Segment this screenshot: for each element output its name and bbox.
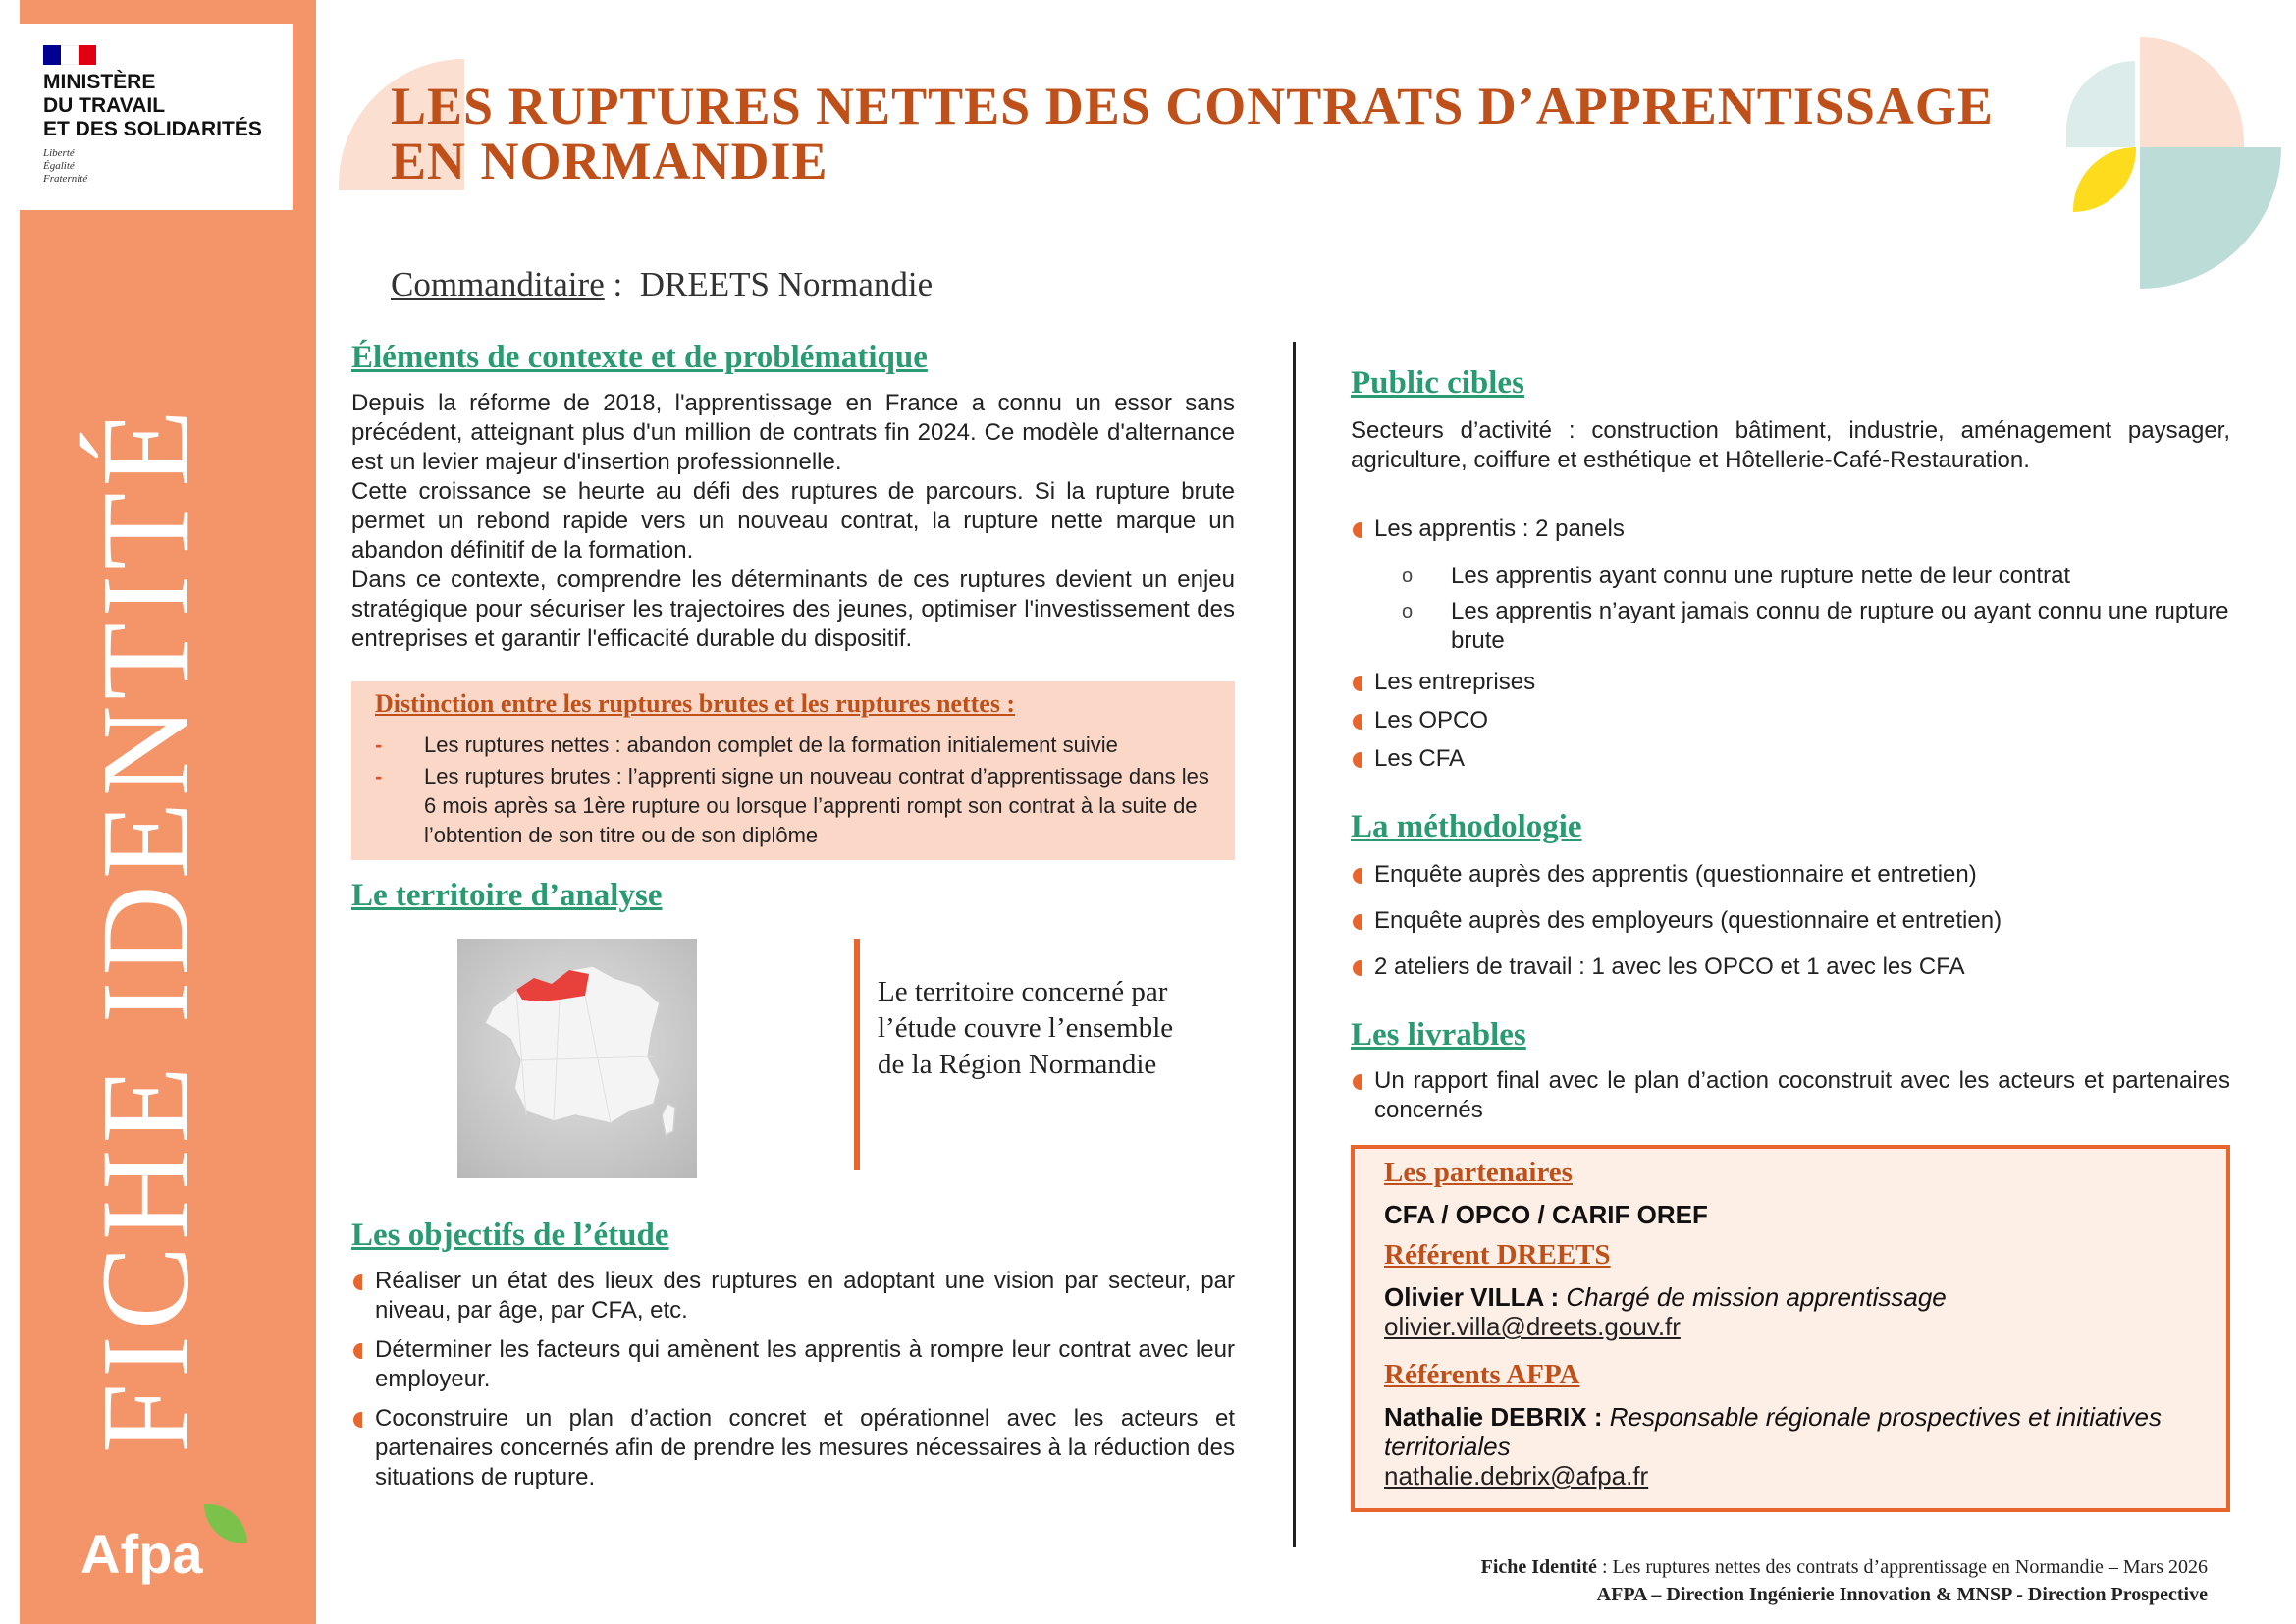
dreets-role: Chargé de mission apprentissage: [1566, 1282, 1947, 1312]
france-map-image: [457, 939, 697, 1178]
ministry-name: MINISTÈRE DU TRAVAIL ET DES SOLIDARITÉS: [43, 71, 262, 140]
list-item: Un rapport final avec le plan d’action coconstruit avec les acteurs et partenaires concernés: [1351, 1066, 2230, 1125]
list-item: Enquête auprès des apprentis (questionnaire et entretien): [1351, 860, 2230, 890]
footer-line2: AFPA – Direction Ingénierie Innovation & MNSP - Direction Prospective: [1596, 1584, 2208, 1605]
public-intro: Secteurs d’activité : construction bâtiment, industrie, aménagement paysager, agriculture, coiffure et esthétique et Hôtellerie-Café-Restauration.: [1351, 417, 2230, 473]
list-item: Déterminer les facteurs qui amènent les apprentis à rompre leur contrat avec leur employeur.: [351, 1335, 1235, 1394]
footer-line1: : Les ruptures nettes des contrats d’apprentissage en Normandie – Mars 2026: [1596, 1556, 2208, 1578]
list-item: Réaliser un état des lieux des ruptures en adoptant une vision par secteur, par niveau, par âge, par CFA, etc.: [351, 1267, 1235, 1326]
list-item: 2 ateliers de travail : 1 avec les OPCO et 1 avec les CFA: [1351, 952, 2230, 982]
afpa-logo: Afpa: [80, 1523, 203, 1585]
livrables-list: [1351, 1066, 2230, 1125]
list-item: Les entreprises: [1351, 668, 2230, 697]
public-heading: Public cibles: [1351, 365, 1524, 401]
objectifs-list: [351, 1267, 1235, 1492]
list-item: Enquête auprès des employeurs (questionnaire et entretien): [1351, 906, 2230, 936]
methodologie-heading: La méthodologie: [1351, 809, 1582, 844]
footer-bold: Fiche Identité: [1480, 1556, 1597, 1578]
afpa-name: Nathalie DEBRIX :: [1384, 1402, 1603, 1432]
afpa-email-link[interactable]: nathalie.debrix@afpa.fr: [1384, 1461, 1649, 1490]
list-item: - Les ruptures nettes : abandon complet de la formation initialement suivie: [375, 731, 1219, 760]
accent-bar: [854, 939, 860, 1170]
dreets-name: Olivier VILLA :: [1384, 1282, 1560, 1312]
list-item: o Les apprentis ayant connu une rupture nette de leur contrat: [1400, 562, 2230, 591]
list-item: Les OPCO: [1351, 706, 2230, 735]
commanditaire-separator: :: [604, 265, 640, 303]
public-others-list: [1351, 668, 2230, 774]
decorative-quarter-circle: [2140, 147, 2281, 289]
list-item: Les CFA: [1351, 744, 2230, 774]
contexte-paragraph: Dans ce contexte, comprendre les déterminants de ces ruptures devient un enjeu stratégique pour sécuriser les trajectoires des jeunes, optimiser l'investissement des entreprises et garantir l'efficacité durable du dispositif.: [351, 567, 1235, 652]
france-map-icon: [457, 939, 697, 1178]
commanditaire-label: Commanditaire: [391, 265, 605, 303]
list-item: Coconstruire un plan d’action concret et opérationnel avec les acteurs et partenaires concernés afin de prendre les mesures nécessaires à la réduction des situations de rupture.: [351, 1404, 1235, 1492]
ministry-motto: Liberté Égalité Fraternité: [43, 147, 88, 185]
contexte-text: [351, 389, 1235, 654]
dreets-contact: [1384, 1282, 2209, 1341]
public-list: [1351, 514, 2230, 544]
livrables-heading: Les livrables: [1351, 1017, 1526, 1053]
partenaires-value: CFA / OPCO / CARIF OREF: [1384, 1200, 1708, 1229]
column-divider: [1293, 342, 1296, 1547]
afpa-contact: [1384, 1402, 2209, 1490]
list-item: Les apprentis : 2 panels: [1351, 514, 2230, 544]
french-flag-icon: [43, 45, 96, 65]
footer: [1481, 1553, 2208, 1608]
referents-afpa-heading: Référents AFPA: [1384, 1359, 1580, 1390]
decorative-quarter-circle: [2140, 37, 2244, 147]
distinction-list: [375, 731, 1219, 852]
territoire-text: Le territoire concerné par l’étude couvre l’ensemble de la Région Normandie: [878, 976, 1174, 1080]
afpa-role: Responsable régionale prospectives et initiatives territoriales: [1384, 1402, 2162, 1461]
commanditaire: [391, 265, 933, 304]
list-item: [375, 762, 1219, 850]
list-item-text: Les ruptures brutes : l’apprenti signe un nouveau contrat d’apprentissage dans les 6 mois après sa 1ère rupture ou lorsque l’apprenti rompt son contrat à la suite de l’obtention de son titre ou de son diplôme: [424, 764, 1209, 847]
contexte-paragraph: Depuis la réforme de 2018, l'apprentissage en France a connu un essor sans précédent, atteignant plus d'un million de contrats fin 2024. Ce modèle d'alternance est un levier majeur d'insertion professionnelle.: [351, 390, 1235, 475]
page-title: LES RUPTURES NETTES DES CONTRATS D’APPRENTISSAGE EN NORMANDIE: [391, 77, 1994, 190]
partenaires-heading: Les partenaires: [1384, 1157, 1573, 1188]
referent-dreets-heading: Référent DREETS: [1384, 1239, 1611, 1271]
panel-list: [1400, 562, 2230, 662]
list-item: o Les apprentis n’ayant jamais connu de rupture ou ayant connu une rupture brute: [1400, 597, 2230, 656]
contexte-heading: Éléments de contexte et de problématique: [351, 340, 928, 375]
contexte-paragraph: Cette croissance se heurte au défi des ruptures de parcours. Si la rupture brute permet un rebond rapide vers un nouveau contrat, la rupture nette marque un abandon définitif de la formation.: [351, 478, 1235, 564]
vertical-title: FICHE IDENTITÉ: [76, 404, 215, 1453]
methodologie-list: [1351, 860, 2230, 982]
commanditaire-value: DREETS Normandie: [639, 265, 934, 303]
objectifs-heading: Les objectifs de l’étude: [351, 1218, 669, 1253]
distinction-title: Distinction entre les ruptures brutes et les ruptures nettes :: [375, 689, 1016, 718]
dreets-email-link[interactable]: olivier.villa@dreets.gouv.fr: [1384, 1312, 1681, 1341]
territoire-heading: Le territoire d’analyse: [351, 878, 663, 913]
